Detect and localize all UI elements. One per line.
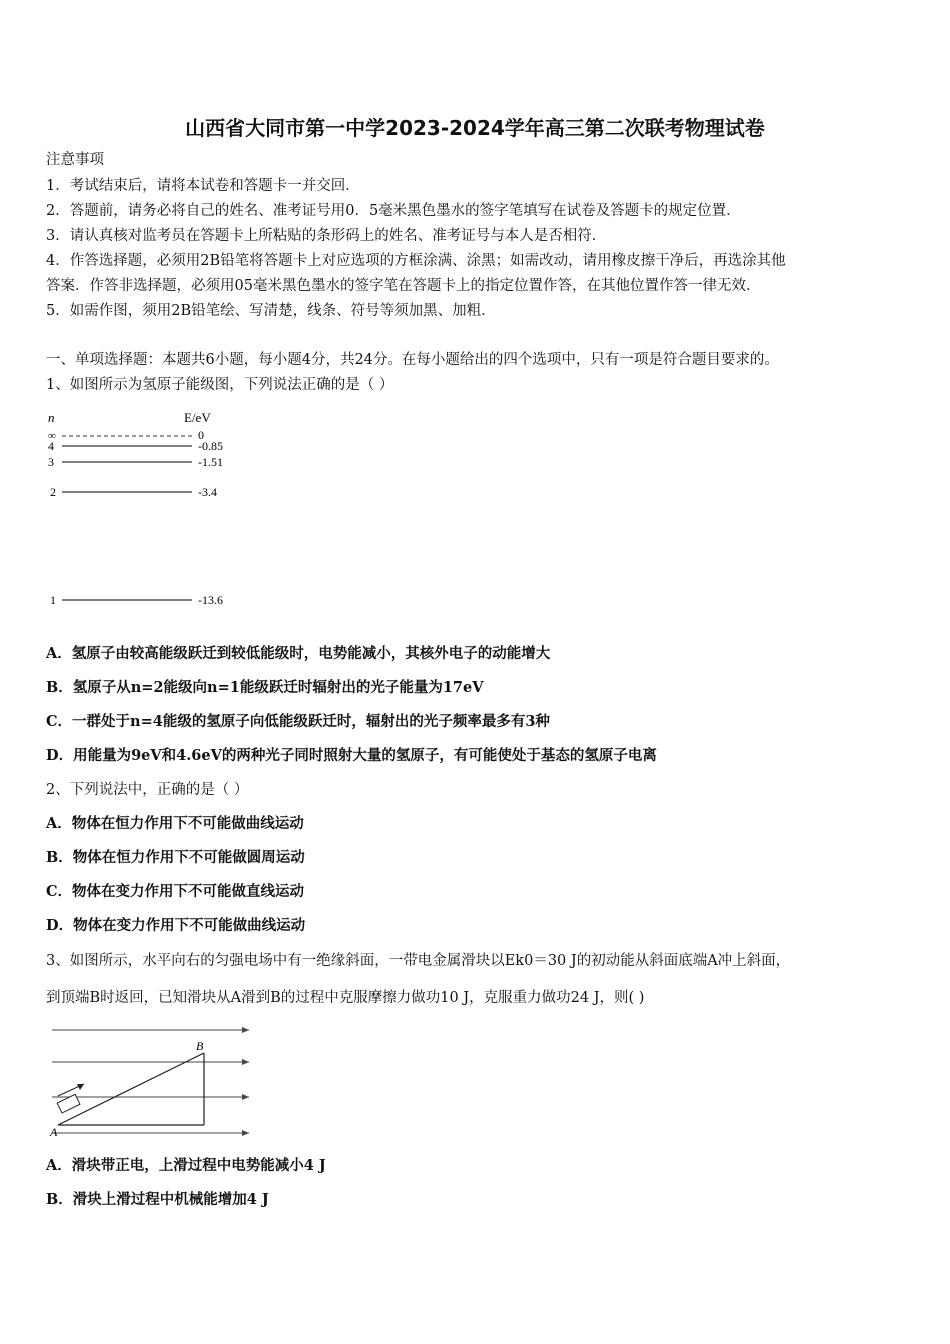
notice-item: 4．作答选择题，必须用2B铅笔将答题卡上对应选项的方框涂满、涂黑；如需改动，请用橡皮擦干净后，再选涂其他 bbox=[46, 253, 786, 269]
question-2-stem: 2、下列说法中，正确的是（ ） bbox=[46, 782, 249, 798]
question-3-stem-continued: 到顶端B时返回，已知滑块从A滑到B的过程中克服摩擦力做功10 J，克服重力做功24 J，则( ) bbox=[46, 990, 645, 1006]
energy-level-diagram bbox=[44, 408, 254, 613]
question-2-option-d: D．物体在变力作用下不可能做曲线运动 bbox=[46, 917, 306, 934]
question-2-option-b: B．物体在恒力作用下不可能做圆周运动 bbox=[46, 849, 305, 866]
question-1-stem: 1、如图所示为氢原子能级图，下列说法正确的是（ ） bbox=[46, 377, 394, 393]
level-e-label: -13.6 bbox=[198, 593, 223, 607]
notice-item: 5．如需作图，须用2B铅笔绘、写清楚，线条、符号等须加黑、加粗． bbox=[46, 303, 496, 319]
field-arrow-icon bbox=[242, 1094, 249, 1100]
field-arrow-icon bbox=[242, 1027, 249, 1033]
question-3-option-b: B．滑块上滑过程中机械能增加4 J bbox=[46, 1191, 269, 1208]
n-axis-label: n bbox=[48, 410, 55, 425]
level-n-label: 3 bbox=[48, 455, 54, 469]
notice-item: 3．请认真核对监考员在答题卡上所粘贴的条形码上的姓名、准考证号与本人是否相符． bbox=[46, 228, 607, 244]
notice-item: 答案．作答非选择题，必须用05毫米黑色墨水的签字笔在答题卡上的指定位置作答，在其他位置作答一律无效． bbox=[46, 278, 761, 294]
energy-axis-label: E/eV bbox=[184, 410, 211, 425]
question-2-option-c: C．物体在变力作用下不可能做直线运动 bbox=[46, 883, 305, 900]
level-n-label: ∞ bbox=[48, 430, 56, 442]
point-b-label: B bbox=[196, 1039, 204, 1053]
question-3-stem: 3、如图所示，水平向右的匀强电场中有一绝缘斜面，一带电金属滑块以Ek0＝30 J的初动能从斜面底端A冲上斜面， bbox=[46, 953, 791, 969]
page-title: 山西省大同市第一中学2023-2024学年高三第二次联考物理试卷 bbox=[185, 116, 765, 140]
level-n-label: 4 bbox=[48, 439, 54, 453]
field-arrow-icon bbox=[242, 1130, 249, 1136]
level-e-label: -1.51 bbox=[198, 455, 223, 469]
level-e-label: -0.85 bbox=[198, 439, 223, 453]
level-e-label: -3.4 bbox=[198, 485, 217, 499]
notice-heading: 注意事项 bbox=[46, 152, 104, 168]
question-1-option-d: D．用能量为9eV和4.6eV的两种光子同时照射大量的氢原子，有可能使处于基态的氢原子电离 bbox=[46, 747, 657, 764]
question-3-option-a: A．滑块带正电，上滑过程中电势能减小4 J bbox=[46, 1157, 326, 1174]
notice-item: 1．考试结束后，请将本试卷和答题卡一并交回． bbox=[46, 178, 360, 194]
point-a-label: A bbox=[50, 1125, 58, 1139]
level-e-label: 0 bbox=[198, 428, 204, 442]
section-heading: 一、单项选择题：本题共6小题，每小题4分，共24分。在每小题给出的四个选项中，只有一项是符合题目要求的。 bbox=[46, 352, 779, 368]
question-2-option-a: A．物体在恒力作用下不可能做曲线运动 bbox=[46, 815, 304, 832]
notice-item: 2．答题前，请务必将自己的姓名、准考证号用0．5毫米黑色墨水的签字笔填写在试卷及答题卡的规定位置． bbox=[46, 203, 741, 219]
incline-field-diagram bbox=[44, 1022, 259, 1140]
field-arrow-icon bbox=[242, 1059, 249, 1065]
question-1-option-b: B．氢原子从n=2能级向n=1能级跃迁时辐射出的光子能量为17eV bbox=[46, 679, 484, 696]
question-1-option-a: A．氢原子由较高能级跃迁到较低能级时，电势能减小，其核外电子的动能增大 bbox=[46, 645, 551, 662]
level-n-label: 2 bbox=[50, 485, 56, 499]
question-1-option-c: C．一群处于n=4能级的氢原子向低能级跃迁时，辐射出的光子频率最多有3种 bbox=[46, 713, 550, 730]
level-n-label: 1 bbox=[50, 593, 56, 607]
